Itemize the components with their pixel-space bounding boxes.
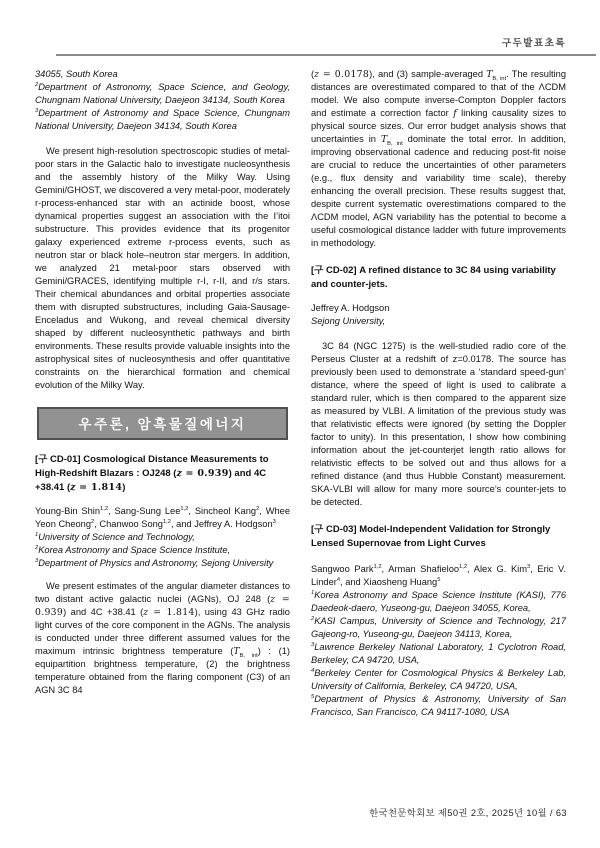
two-column-layout [35,68,566,719]
abstract-body-cd01: We present estimates of the angular diameter distances to two distant active galactic nuclei (AGNs), OJ 248 (z = 0.939) and 4C +38.41 (z = 1.814), using 43 GHz radio light curves of the core component in the AGNs. The analysis is conducted under three different assumed values for the maximum intrinsic brightness temperature $(T_{B, int})$ : (1) equipartition brightness temperature, (2) the brightness temperature obtained from the flaring component (C3) of an AGN 3C 84 [35,581,290,695]
affiliation-continued: 34055, South Korea $^2$Department of Astronomy, Space Science, and Geology, Chungnam National University, Daejeon 34134, South Korea $^3$Department of Astronomy and Space Science, Chungnam National University, Daejeon 34134, South Korea [35,69,290,131]
abstract-title-cd03: [구 CD-03] Model-Independent Validation for Strongly Lensed Supernovae from Light Curves [311,524,551,549]
column-left [35,68,290,719]
abstract-title-cd01: [구 CD-01] Cosmological Distance Measurements to High-Redshift Blazars : OJ248 (z = 0.939) and 4C +38.41 (z = 1.814) [35,454,269,493]
affiliation-cd02: Sejong University, [311,316,386,326]
affiliations-cd03: $^1$Korea Astronomy and Space Science Institute (KASI), 776 Daedeok-daero, Yuseong-gu, Daejeon 34055, Korea, $^2$KASI Campus, University of Science and Technology, 217 Gajeong-ro, Yuseong-gu, Daejeon 34113, Korea, $^3$Lawrence Berkeley National Laboratory, 1 Cyclotron Road, Berkeley, CA 94720, USA, $^4$Berkeley Center for Cosmological Physics & Berkeley Lab, University of California, Berkeley, CA 94720, USA, $^5$Department of Physics & Astronomy, University of San Francisco, San Francisco, CA 94117-1080, USA [311,589,566,717]
abstract-title-cd02: [구 CD-02] A refined distance to 3C 84 using variability and counter-jets. [311,265,556,290]
session-title-box: 우주론, 암흑물질에너지 [37,407,288,440]
page-footer: 한국천문학회보 제50권 2호, 2025년 10월 / 63 [369,808,567,818]
column-right [311,68,566,719]
authors-cd03: Sangwoo Park$^{1,2}$, Arman Shafieloo$^{1,2}$, Alex G. Kim$^3$, Eric V. Linder$^4$, and Xiaosheng Huang$^5$ [311,563,566,587]
header-rule [56,54,596,56]
author-cd02: Jeffrey A. Hodgson [311,303,390,313]
abstract-body-cd02: 3C 84 (NGC 1275) is the well-studied radio core of the Perseus Cluster at a redshift of z=0.0178. The source has previously been used to demonstrate a ‘standard speed-gun’ distance, where the speed of light is used to calibrate a standard ruler, which is then compared to the apparent size as measured by VLBI. A limitation of the previous study was that relativistic effects were ignored (by setting the Doppler factor to unity). In this presentation, I show how combining information about the jet-counterjet length ratio allows for relativistic effects to be solved out and thus allows for a refined distance (and thus Hubble Constant) measurement. SKA-VLBI will allow for many more source’s counter-jets to be detected. [311,341,566,507]
abstract-continued: We present high-resolution spectroscopic studies of metal-poor stars in the Galactic halo to investigate nucleosynthesis and the assembly history of the Milky Way. Using Gemini/GHOST, we discovered a very metal-poor, moderately r-process-enhanced star with an actinide boost, whose dynamical properties suggest an association with the I’itoi substructure. This provides evidence that its progenitor galaxy experienced extreme r-process events, such as neutron star or black hole–neutron star mergers. In addition, we analyzed 21 metal-poor stars observed with Gemini/GRACES, identifying multiple r-I, r-II, and r/s stars. Their chemical abundances and orbital properties associate them with disrupted substructures, including Gaia-Sausage-Enceladus and Wukong, and reveal chemical diversity shaped by different nucleosynthetic pathways and birth environments. These results provide valuable insights into the astrophysical sites of nucleosynthesis and offer quantitative constraints on the hierarchical formation and chemical evolution of the Milky Way. [35,146,290,390]
page-header-label: 구두발표초록 [501,38,566,49]
authors-cd01: Young-Bin Shin$^{1,2}$, Sang-Sung Lee$^{1,2}$, Sincheol Kang$^2$, Whee Yeon Cheong$^2$, Chanwoo Song$^{1,2}$, and Jeffrey A. Hodgson$^3$ [35,505,290,529]
affiliations-cd01: $^1$University of Science and Technology, $^2$Korea Astronomy and Space Science Institute, $^3$Department of Physics and Astronomy, Sejong University [35,531,274,568]
abstract-body-cd01-continued: (z = 0.0178), and (3) sample-averaged $T_{B, int}$. The resulting distances are overestimated compared to that of the ΛCDM model. We also compute inverse-Compton Doppler factors and estimate a correction factor f linking causality sizes to physical source sizes. Our error budget analysis shows that uncertainties in $T_{B, int}$ dominate the total error. In addition, improving observational cadence and reducing post-fit noise are crucial to reduce the uncertainties of other parameters (e.g., flux density and variability time scale), thereby enhancing the overall precision. These results suggest that, despite current systematic overestimations compared to the ΛCDM model, AGN variability has the potential to become a useful cosmological distance ladder with future improvements in methodology. [311,69,567,248]
